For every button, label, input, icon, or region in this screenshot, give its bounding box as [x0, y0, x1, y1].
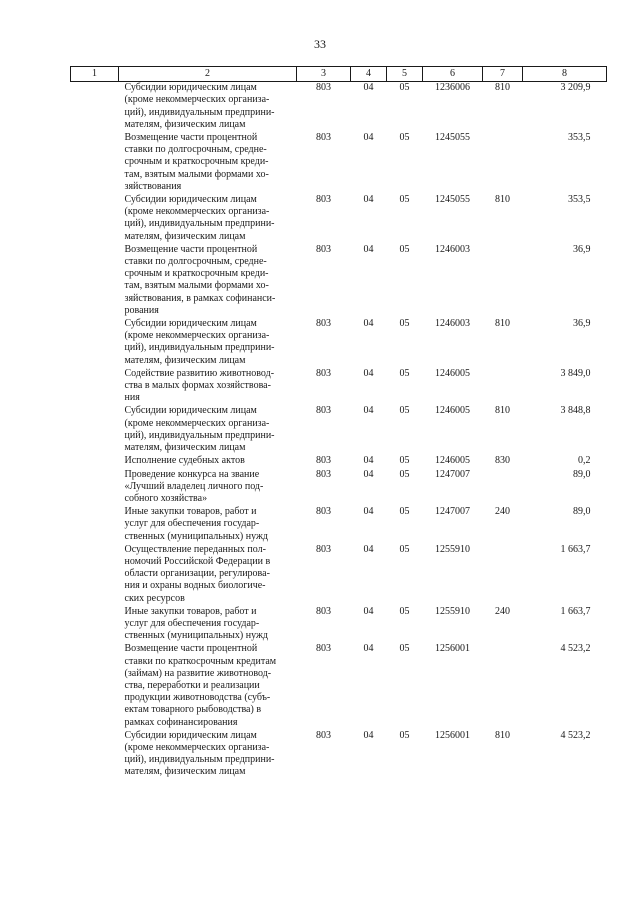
item-name-line: ния	[124, 392, 140, 404]
target-item-code: 1245055	[435, 194, 470, 206]
target-item-code: 1246003	[435, 318, 470, 330]
section-code: 04	[363, 405, 374, 417]
subsection-code: 05	[399, 405, 410, 417]
column-header: 4	[351, 67, 387, 82]
subsection-code: 05	[399, 506, 410, 518]
subsection-code: 05	[399, 132, 410, 144]
item-name-line: (кроме некоммерческих организа-	[124, 741, 270, 753]
section-code: 04	[363, 643, 374, 655]
target-item-code: 1246005	[435, 367, 470, 379]
ministry-code: 803	[316, 605, 331, 617]
subsection-code: 05	[399, 367, 410, 379]
item-name	[119, 455, 297, 468]
ministry-code: 803	[316, 82, 331, 94]
budget-table	[70, 66, 607, 780]
target-item-code: 1255910	[435, 605, 470, 617]
section-code: 04	[363, 367, 374, 379]
ministry-code: 803	[316, 506, 331, 518]
row-index-cell	[71, 82, 119, 132]
row-index-cell	[71, 405, 119, 455]
item-name-line: ственных (муниципальных) нужд	[124, 530, 268, 542]
item-name-line: ства в малых формах хозяйствова-	[124, 380, 271, 392]
amount: 3 849,0	[560, 367, 591, 379]
ministry-code: 803	[316, 468, 331, 480]
target-item-code: 1256001	[435, 729, 470, 741]
ministry-code: 803	[316, 318, 331, 330]
section-code: 04	[363, 455, 374, 467]
item-name-line: рамках софинансирования	[124, 716, 238, 728]
target-item-code: 1247007	[435, 468, 470, 480]
item-name-line: Иные закупки товаров, работ и	[124, 506, 257, 518]
item-name	[119, 544, 297, 606]
target-item-code: 1246005	[435, 405, 470, 417]
amount: 353,5	[568, 194, 591, 206]
section-code: 04	[363, 243, 374, 255]
row-index-cell	[71, 244, 119, 318]
table-body	[71, 82, 607, 780]
item-name-line: (кроме некоммерческих организа-	[124, 94, 270, 106]
table-row	[71, 455, 607, 468]
table-row	[71, 368, 607, 406]
item-name-line: ций), индивидуальным предприни-	[124, 342, 275, 354]
item-name	[119, 606, 297, 644]
amount: 3 848,8	[560, 405, 591, 417]
amount: 353,5	[568, 132, 591, 144]
subsection-code: 05	[399, 82, 410, 94]
section-code: 04	[363, 132, 374, 144]
table-row	[71, 244, 607, 318]
target-item-code: 1255910	[435, 543, 470, 555]
row-index-cell	[71, 318, 119, 368]
column-header: 3	[297, 67, 351, 82]
item-name	[119, 405, 297, 455]
item-name-line: Возмещение части процентной	[124, 643, 258, 655]
section-code: 04	[363, 318, 374, 330]
item-name-line: области организации, регулирова-	[124, 568, 270, 580]
target-item-code: 1236006	[435, 82, 470, 94]
column-header: 1	[71, 67, 119, 82]
item-name-line: Иные закупки товаров, работ и	[124, 605, 257, 617]
item-name-line: Субсидии юридическим лицам	[124, 318, 257, 330]
item-name-line: там, взятым малыми формами хо-	[124, 280, 269, 292]
item-name	[119, 132, 297, 194]
amount: 1 663,7	[560, 543, 591, 555]
subsection-code: 05	[399, 455, 410, 467]
row-index-cell	[71, 368, 119, 406]
item-name-line: (займам) на развитие животновод-	[124, 667, 272, 679]
ministry-code: 803	[316, 543, 331, 555]
item-name-line: «Лучший владелец личного под-	[124, 480, 264, 492]
expense-type-code: 810	[495, 318, 510, 330]
item-name-line: ставки по краткосрочным кредитам	[124, 655, 277, 667]
item-name	[119, 244, 297, 318]
ministry-code: 803	[316, 194, 331, 206]
target-item-code: 1247007	[435, 506, 470, 518]
ministry-code: 803	[316, 729, 331, 741]
item-name-line: ций), индивидуальным предприни-	[124, 218, 275, 230]
table-row	[71, 606, 607, 644]
row-index-cell	[71, 606, 119, 644]
amount: 4 523,2	[560, 729, 591, 741]
item-name	[119, 730, 297, 780]
item-name-line: ственных (муниципальных) нужд	[124, 630, 268, 642]
row-index-cell	[71, 194, 119, 244]
expense-type-code	[483, 469, 523, 507]
item-name-line: рования	[124, 304, 159, 316]
item-name-line: услуг для обеспечения государ-	[124, 617, 260, 629]
subsection-code: 05	[399, 194, 410, 206]
item-name	[119, 469, 297, 507]
item-name-line: (кроме некоммерческих организа-	[124, 330, 270, 342]
item-name-line: мателям, физическим лицам	[124, 442, 246, 454]
expense-type-code	[483, 244, 523, 318]
item-name-line: мателям, физическим лицам	[124, 230, 246, 242]
target-item-code: 1245055	[435, 132, 470, 144]
row-index-cell	[71, 544, 119, 606]
expense-type-code: 810	[495, 194, 510, 206]
table-row	[71, 730, 607, 780]
item-name-line: (кроме некоммерческих организа-	[124, 206, 270, 218]
row-index-cell	[71, 455, 119, 468]
table-row	[71, 82, 607, 132]
subsection-code: 05	[399, 468, 410, 480]
item-name-line: Субсидии юридическим лицам	[124, 82, 257, 94]
section-code: 04	[363, 82, 374, 94]
target-item-code: 1246005	[435, 455, 470, 467]
table-row	[71, 318, 607, 368]
subsection-code: 05	[399, 643, 410, 655]
item-name	[119, 506, 297, 544]
table-row	[71, 544, 607, 606]
subsection-code: 05	[399, 605, 410, 617]
item-name-line: Субсидии юридическим лицам	[124, 405, 257, 417]
section-code: 04	[363, 543, 374, 555]
item-name-line: Субсидии юридическим лицам	[124, 194, 257, 206]
item-name-line: Возмещение части процентной	[124, 132, 258, 144]
page-number: 33	[314, 37, 326, 51]
section-code: 04	[363, 194, 374, 206]
item-name	[119, 643, 297, 729]
item-name-line: Содействие развитию животновод-	[124, 367, 275, 379]
item-name-line: собного хозяйства»	[124, 492, 208, 504]
amount: 36,9	[573, 243, 591, 255]
item-name-line: Возмещение части процентной	[124, 243, 258, 255]
amount: 3 209,9	[560, 82, 591, 94]
subsection-code: 05	[399, 243, 410, 255]
item-name	[119, 318, 297, 368]
ministry-code: 803	[316, 243, 331, 255]
column-header: 6	[423, 67, 483, 82]
expense-type-code: 810	[495, 82, 510, 94]
item-name-line: номочий Российской Федерации в	[124, 555, 271, 567]
expense-type-code	[483, 643, 523, 729]
ministry-code: 803	[316, 455, 331, 467]
item-name-line: срочным и краткосрочным креди-	[124, 268, 269, 280]
expense-type-code	[483, 544, 523, 606]
column-header: 7	[483, 67, 523, 82]
item-name-line: мателям, физическим лицам	[124, 118, 246, 130]
section-code: 04	[363, 506, 374, 518]
item-name-line: мателям, физическим лицам	[124, 354, 246, 366]
table-row	[71, 132, 607, 194]
amount: 89,0	[573, 506, 591, 518]
amount: 0,2	[578, 455, 591, 467]
item-name-line: ций), индивидуальным предприни-	[124, 106, 275, 118]
item-name-line: ектам товарного рыбоводства) в	[124, 704, 262, 716]
item-name-line: там, взятым малыми формами хо-	[124, 168, 269, 180]
ministry-code: 803	[316, 405, 331, 417]
item-name-line: срочным и краткосрочным креди-	[124, 156, 269, 168]
expense-type-code: 240	[495, 506, 510, 518]
row-index-cell	[71, 730, 119, 780]
item-name	[119, 82, 297, 132]
expense-type-code	[483, 132, 523, 194]
subsection-code: 05	[399, 729, 410, 741]
ministry-code: 803	[316, 367, 331, 379]
item-name-line: ставки по долгосрочным, средне-	[124, 256, 267, 268]
amount: 1 663,7	[560, 605, 591, 617]
item-name-line: ских ресурсов	[124, 592, 185, 604]
table-row	[71, 469, 607, 507]
column-header: 2	[119, 67, 297, 82]
target-item-code: 1256001	[435, 643, 470, 655]
column-header: 8	[523, 67, 607, 82]
item-name-line: ций), индивидуальным предприни-	[124, 754, 275, 766]
item-name-line: зяйствования, в рамках софинанси-	[124, 292, 276, 304]
item-name-line: услуг для обеспечения государ-	[124, 518, 260, 530]
section-code: 04	[363, 729, 374, 741]
amount: 36,9	[573, 318, 591, 330]
item-name-line: (кроме некоммерческих организа-	[124, 417, 270, 429]
item-name-line: Проведение конкурса на звание	[124, 468, 260, 480]
item-name-line: Исполнение судебных актов	[124, 455, 245, 467]
item-name	[119, 368, 297, 406]
table-row	[71, 194, 607, 244]
row-index-cell	[71, 469, 119, 507]
amount: 89,0	[573, 468, 591, 480]
row-index-cell	[71, 132, 119, 194]
item-name-line: Субсидии юридическим лицам	[124, 729, 257, 741]
ministry-code: 803	[316, 643, 331, 655]
item-name-line: ния и охраны водных биологиче-	[124, 580, 266, 592]
item-name-line: продукции животноводства (субъ-	[124, 692, 271, 704]
expense-type-code: 830	[495, 455, 510, 467]
amount: 4 523,2	[560, 643, 591, 655]
item-name-line: Осуществление переданных пол-	[124, 543, 266, 555]
expense-type-code: 240	[495, 605, 510, 617]
expense-type-code: 810	[495, 405, 510, 417]
subsection-code: 05	[399, 318, 410, 330]
item-name	[119, 194, 297, 244]
expense-type-code: 810	[495, 729, 510, 741]
ministry-code: 803	[316, 132, 331, 144]
column-header: 5	[387, 67, 423, 82]
table-header-row	[71, 67, 607, 82]
target-item-code: 1246003	[435, 243, 470, 255]
item-name-line: ства, переработки и реализации	[124, 679, 260, 691]
subsection-code: 05	[399, 543, 410, 555]
expense-type-code	[483, 368, 523, 406]
section-code: 04	[363, 605, 374, 617]
item-name-line: ций), индивидуальным предприни-	[124, 429, 275, 441]
item-name-line: ставки по долгосрочным, средне-	[124, 144, 267, 156]
table-row	[71, 405, 607, 455]
table-row	[71, 643, 607, 729]
item-name-line: зяйствования	[124, 180, 182, 192]
table-row	[71, 506, 607, 544]
row-index-cell	[71, 643, 119, 729]
section-code: 04	[363, 468, 374, 480]
row-index-cell	[71, 506, 119, 544]
item-name-line: мателям, физическим лицам	[124, 766, 246, 778]
